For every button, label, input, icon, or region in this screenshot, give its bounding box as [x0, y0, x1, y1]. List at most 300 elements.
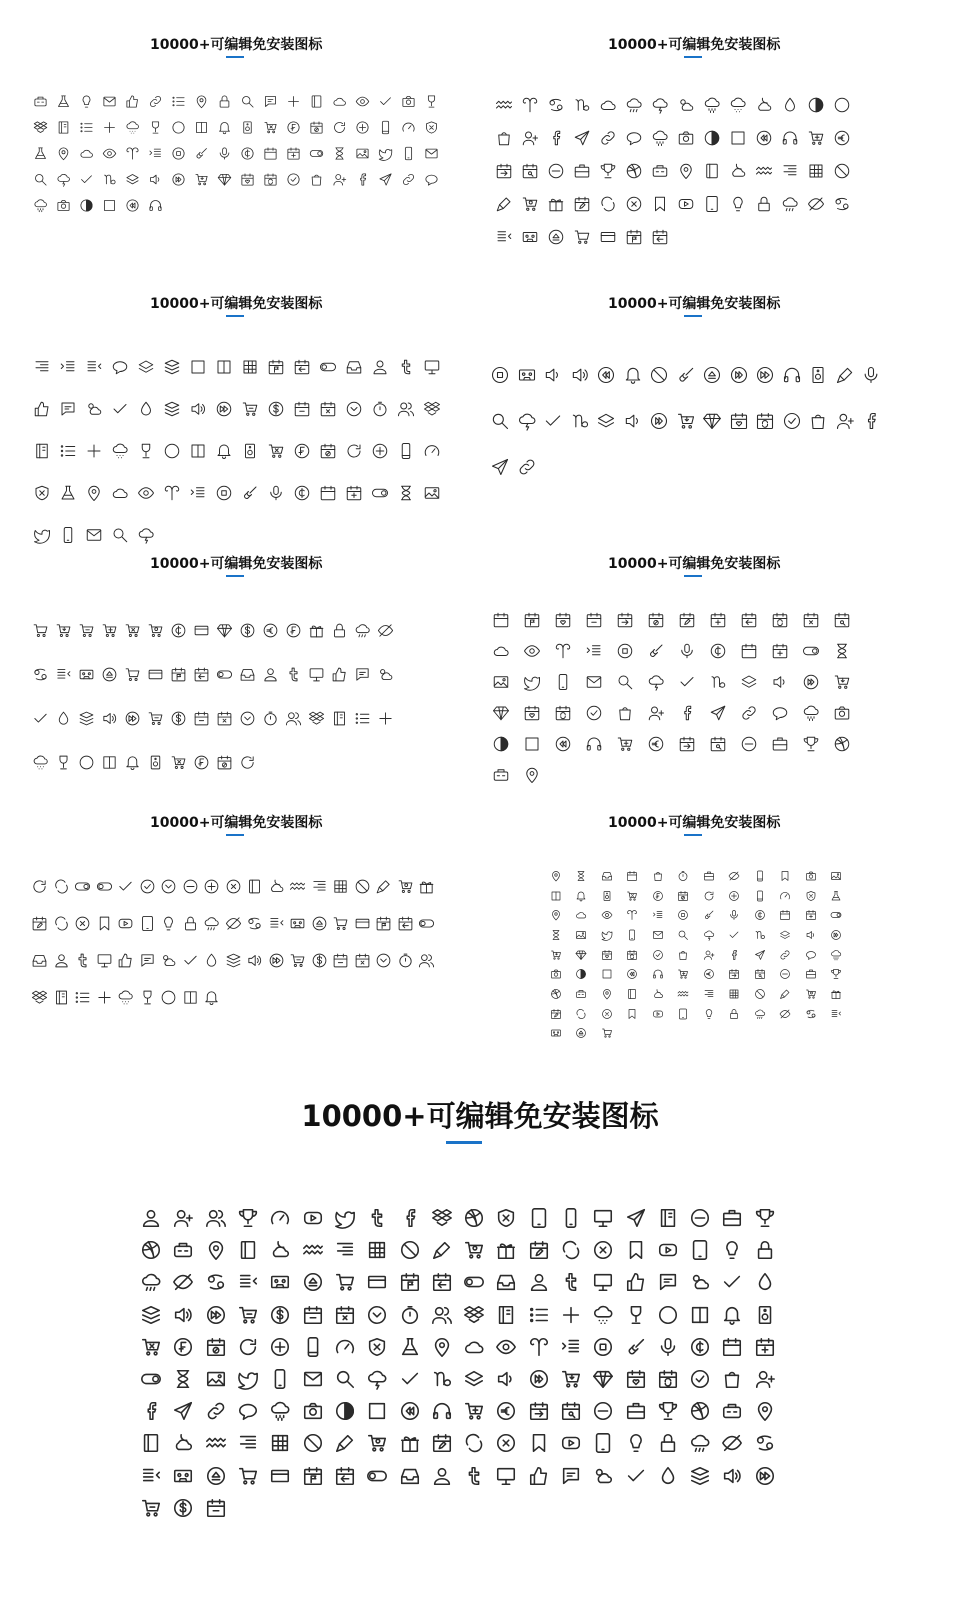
eject-icon	[296, 1266, 328, 1298]
list-icon	[351, 696, 374, 740]
dropbox-icon	[305, 696, 328, 740]
coin-cent-icon	[236, 140, 259, 166]
card-icon	[595, 220, 621, 253]
cart-search-icon	[798, 984, 824, 1004]
speech-bubble-icon	[798, 945, 824, 965]
table-icon	[237, 346, 263, 388]
lab-flask-icon	[52, 88, 75, 114]
check-circle-icon	[282, 166, 305, 192]
fast-forward-icon	[121, 696, 144, 740]
align-right-lines-icon	[777, 154, 803, 187]
calendar-next-icon	[491, 154, 517, 187]
youtube-icon	[296, 1202, 328, 1234]
lab-flask-icon	[55, 472, 81, 514]
speech-bubble-icon	[764, 697, 795, 728]
calendar-flag-icon	[167, 652, 190, 696]
pin-icon	[543, 866, 569, 886]
inbox-icon	[236, 652, 259, 696]
speaker-low-icon	[620, 398, 647, 444]
goblet-icon	[133, 430, 159, 472]
gift-icon	[824, 984, 850, 1004]
camera-icon	[543, 964, 569, 984]
notebook-icon	[620, 984, 646, 1004]
refresh-double-icon	[569, 1004, 595, 1024]
thumbs-up-icon	[29, 388, 55, 430]
refresh-double-icon	[555, 1234, 587, 1266]
pin-icon	[52, 140, 75, 166]
hourglass-icon	[569, 866, 595, 886]
book-icon	[29, 430, 55, 472]
calendar-cancel-icon	[315, 430, 341, 472]
refresh-icon	[29, 868, 51, 905]
align-right-lines-icon	[232, 1427, 264, 1459]
refresh-double-icon	[595, 187, 621, 220]
timer-icon	[393, 1299, 425, 1331]
eye-icon	[98, 140, 121, 166]
bag-icon	[645, 866, 671, 886]
speaker-high-icon	[244, 942, 266, 979]
cloud-rain-icon	[351, 608, 374, 652]
guitar-icon	[190, 140, 213, 166]
icon-grid	[29, 346, 445, 556]
bulb-icon	[725, 187, 751, 220]
book-icon	[490, 1299, 522, 1331]
cassette-icon	[514, 352, 541, 398]
cloud-drizzle-icon	[824, 945, 850, 965]
settings-box-icon	[167, 1234, 199, 1266]
plane-icon	[167, 1395, 199, 1427]
cart-icon	[232, 1460, 264, 1492]
aries-icon	[523, 1331, 555, 1363]
plane-icon	[569, 121, 595, 154]
no-sound-icon	[352, 868, 374, 905]
speaker-box-icon	[594, 886, 620, 906]
check-icon	[29, 696, 52, 740]
headphones-icon	[578, 728, 609, 759]
speaker-box-icon	[237, 430, 263, 472]
guitar-icon	[237, 472, 263, 514]
section-title: 10000+可编辑免安装图标	[608, 815, 781, 831]
briefcase-icon	[798, 964, 824, 984]
calendar-add-icon	[282, 140, 305, 166]
youtube-icon	[115, 905, 137, 942]
cloud-rain-icon	[684, 1427, 716, 1459]
microphone-icon	[491, 187, 517, 220]
calendar-refresh-icon	[752, 398, 779, 444]
check-icon	[716, 1266, 748, 1298]
drop-icon	[777, 88, 803, 121]
gift-icon	[543, 187, 569, 220]
dropbox-icon	[426, 1202, 458, 1234]
drop-icon	[133, 388, 159, 430]
calendar-icon	[315, 472, 341, 514]
cloud-drizzle-icon	[647, 121, 673, 154]
plus-icon	[94, 979, 116, 1016]
guitar-icon	[696, 905, 722, 925]
guitar-icon	[619, 1331, 651, 1363]
search-icon	[236, 88, 259, 114]
notebook-icon	[244, 868, 266, 905]
refresh-icon	[696, 886, 722, 906]
twitter-icon	[374, 140, 397, 166]
bag-icon	[805, 398, 832, 444]
shield-icon	[420, 114, 443, 140]
calendar-heart-icon	[726, 398, 753, 444]
calendar-heart-icon	[619, 1363, 651, 1395]
cart-plus-icon	[98, 608, 121, 652]
user-icon	[51, 942, 73, 979]
calendar-refresh-icon	[764, 604, 795, 635]
bookmark-icon	[620, 1004, 646, 1024]
close-circle-icon	[621, 187, 647, 220]
image-icon	[351, 140, 374, 166]
cloud-drizzle-icon	[29, 192, 52, 218]
euro-icon	[640, 728, 671, 759]
check-icon	[180, 942, 202, 979]
minus-circle-icon	[684, 1202, 716, 1234]
phone-icon	[747, 866, 773, 886]
refresh-double-icon	[51, 905, 73, 942]
coin-cent-icon	[289, 472, 315, 514]
speaker-low-icon	[540, 352, 567, 398]
calendar-edit-icon	[426, 1427, 458, 1459]
speaker-high-icon	[167, 1299, 199, 1331]
user-icon	[523, 1266, 555, 1298]
capricorn-icon	[747, 925, 773, 945]
calendar-add-icon	[702, 604, 733, 635]
list-icon	[55, 430, 81, 472]
settings-box-icon	[569, 984, 595, 1004]
hourglass-icon	[328, 140, 351, 166]
gift-icon	[305, 608, 328, 652]
icon-grid	[543, 866, 849, 1043]
calendar-next-icon	[722, 964, 748, 984]
lock-icon	[749, 1234, 781, 1266]
mobile-icon	[55, 514, 81, 556]
calendar-edit-icon	[671, 604, 702, 635]
rewind-icon	[593, 352, 620, 398]
euro-icon	[490, 1395, 522, 1427]
table-icon	[722, 984, 748, 1004]
next-icon	[795, 666, 826, 697]
tablet-icon	[587, 1427, 619, 1459]
drop-icon	[652, 1460, 684, 1492]
speedometer-icon	[419, 430, 445, 472]
eject-icon	[200, 1460, 232, 1492]
phone-icon	[374, 114, 397, 140]
no-sound-icon	[646, 352, 673, 398]
settings-box-icon	[485, 759, 516, 790]
cloud-lightning-icon	[696, 925, 722, 945]
cloud-sun-icon	[673, 88, 699, 121]
diamond-icon	[587, 1363, 619, 1395]
title-underline	[226, 315, 244, 317]
search-icon	[487, 398, 514, 444]
hide-icon	[773, 1004, 799, 1024]
toggle-off-icon	[213, 652, 236, 696]
mobile-icon	[397, 140, 420, 166]
toggle-off-icon	[361, 1460, 393, 1492]
cloud-moon-icon	[751, 88, 777, 121]
calendar-icon	[259, 140, 282, 166]
monitor-icon	[587, 1266, 619, 1298]
refresh-icon	[232, 1331, 264, 1363]
camera-icon	[826, 697, 857, 728]
cart-remove-icon	[620, 886, 646, 906]
cloud-lightning-icon	[647, 88, 673, 121]
calendar-icon	[620, 866, 646, 886]
settings-box-icon	[647, 154, 673, 187]
cloud-lightning-icon	[640, 666, 671, 697]
location-pin-icon	[749, 1395, 781, 1427]
half-moon-icon	[569, 964, 595, 984]
title-underline	[684, 834, 702, 836]
calendar-minus-icon	[578, 604, 609, 635]
check-circle-icon	[578, 697, 609, 728]
dollar-icon	[309, 942, 331, 979]
bell-icon	[121, 740, 144, 784]
user-add-icon	[696, 945, 722, 965]
cart-icon	[121, 652, 144, 696]
eject-icon	[543, 220, 569, 253]
columns-icon	[211, 346, 237, 388]
eject-icon	[699, 352, 726, 398]
aries-icon	[121, 140, 144, 166]
columns-icon	[684, 1299, 716, 1331]
cart-search-icon	[144, 608, 167, 652]
user-add-icon	[640, 697, 671, 728]
cloud-icon	[569, 905, 595, 925]
notebook-icon	[305, 88, 328, 114]
cloud-rain-icon	[621, 88, 647, 121]
toggle-off-icon	[458, 1266, 490, 1298]
section-title: 10000+可编辑免安装图标	[150, 815, 323, 831]
cancer-icon	[798, 1004, 824, 1024]
plane-icon	[702, 697, 733, 728]
fast-forward-icon	[749, 1460, 781, 1492]
plane-icon	[619, 1202, 651, 1234]
bulb-icon	[696, 1004, 722, 1024]
cancer-icon	[244, 905, 266, 942]
twitter-icon	[329, 1202, 361, 1234]
cart-minus-icon	[232, 1299, 264, 1331]
list-icon	[72, 979, 94, 1016]
mic-icon	[858, 352, 885, 398]
pin-icon	[426, 1331, 458, 1363]
cloud-sun-icon	[587, 1460, 619, 1492]
mic-icon	[671, 635, 702, 666]
calendar-heart-icon	[236, 166, 259, 192]
table-icon	[264, 1427, 296, 1459]
tumblr-icon	[393, 346, 419, 388]
chat-icon	[259, 88, 282, 114]
square-icon	[361, 1395, 393, 1427]
cart-down-icon	[673, 398, 700, 444]
calendar-refresh-icon	[652, 1363, 684, 1395]
lock-icon	[751, 187, 777, 220]
lab-flask-icon	[393, 1331, 425, 1363]
calendar-minus-icon	[200, 1492, 232, 1524]
toggle-on-icon	[135, 1363, 167, 1395]
cancer-icon	[29, 652, 52, 696]
image-icon	[200, 1363, 232, 1395]
cart-minus-icon	[75, 608, 98, 652]
chat-icon	[55, 388, 81, 430]
cloud-drizzle-icon	[264, 1395, 296, 1427]
dropbox-icon	[29, 114, 52, 140]
toggle-on-icon	[305, 140, 328, 166]
calendar-refresh-icon	[620, 945, 646, 965]
mobile-icon	[264, 1363, 296, 1395]
calendar-search-icon	[702, 728, 733, 759]
coin-cent-icon	[684, 1331, 716, 1363]
cloud-rain-icon	[201, 905, 223, 942]
user-add-icon	[167, 1202, 199, 1234]
capricorn-icon	[98, 166, 121, 192]
minus-circle-icon	[587, 1395, 619, 1427]
calendar-heart-icon	[547, 604, 578, 635]
cart-remove-icon	[259, 114, 282, 140]
hide-icon	[722, 866, 748, 886]
calendar-cancel-icon	[640, 604, 671, 635]
tumblr-icon	[361, 1202, 393, 1234]
eye-icon	[490, 1331, 522, 1363]
thumbs-up-icon	[115, 942, 137, 979]
layers-stack-icon	[135, 1299, 167, 1331]
calendar-flag-icon	[263, 346, 289, 388]
diamond-icon	[213, 608, 236, 652]
chevron-down-circle-icon	[341, 388, 367, 430]
users-icon	[200, 1202, 232, 1234]
bag-icon	[491, 121, 517, 154]
euro-icon	[829, 121, 855, 154]
calendar-heart-icon	[516, 697, 547, 728]
facebook-icon	[858, 398, 885, 444]
tumblr-icon	[282, 652, 305, 696]
circle-icon	[159, 430, 185, 472]
cart-remove-icon	[121, 608, 144, 652]
cart-down-icon	[555, 1363, 587, 1395]
cart-icon	[29, 608, 52, 652]
youtube-icon	[645, 1004, 671, 1024]
waves-icon	[491, 88, 517, 121]
user-icon	[367, 346, 393, 388]
layers-icon	[773, 925, 799, 945]
dropbox-icon	[458, 1299, 490, 1331]
guitar-icon	[673, 352, 700, 398]
cloud-moon-icon	[645, 984, 671, 1004]
next-icon	[726, 352, 753, 398]
thumbs-up-icon	[619, 1266, 651, 1298]
bulb-icon	[619, 1427, 651, 1459]
cart-icon	[330, 905, 352, 942]
next-icon	[824, 925, 850, 945]
monitor-icon	[490, 1460, 522, 1492]
calendar-close-icon	[352, 942, 374, 979]
bag-icon	[305, 166, 328, 192]
phone-icon	[393, 430, 419, 472]
calendar-flag-icon	[516, 604, 547, 635]
section-title: 10000+可编辑免安装图标	[150, 556, 323, 572]
checkmark-icon	[540, 398, 567, 444]
pin-icon	[543, 905, 569, 925]
plus-icon	[98, 114, 121, 140]
goblet-icon	[619, 1299, 651, 1331]
toggle-off-icon	[315, 346, 341, 388]
briefcase-icon	[764, 728, 795, 759]
location-pin-icon	[516, 759, 547, 790]
dribbble-icon	[543, 984, 569, 1004]
plus-circle-icon	[201, 868, 223, 905]
shield-icon	[361, 1331, 393, 1363]
speech-bubble-icon	[621, 121, 647, 154]
search-icon	[609, 666, 640, 697]
inbox-icon	[490, 1266, 522, 1298]
layers-icon	[733, 666, 764, 697]
link-icon	[595, 121, 621, 154]
speaker-box-icon	[144, 740, 167, 784]
square-icon	[516, 728, 547, 759]
link-icon	[397, 166, 420, 192]
rewind-icon	[393, 1395, 425, 1427]
search-icon	[329, 1363, 361, 1395]
calendar-flag-icon	[296, 1460, 328, 1492]
cloud-lightning-icon	[133, 514, 159, 556]
cart-minus-icon	[144, 696, 167, 740]
search-icon	[29, 166, 52, 192]
euro-icon	[696, 964, 722, 984]
refresh-double-icon	[458, 1427, 490, 1459]
plane-icon	[747, 945, 773, 965]
capricorn-icon	[426, 1363, 458, 1395]
tablet-icon	[523, 1202, 555, 1234]
cart-search-icon	[517, 187, 543, 220]
layers-icon	[458, 1363, 490, 1395]
list-icon	[523, 1299, 555, 1331]
fast-forward-icon	[200, 1299, 232, 1331]
waves-icon	[200, 1427, 232, 1459]
speaker-low-icon	[144, 166, 167, 192]
goblet-icon	[420, 88, 443, 114]
goblet-icon	[52, 740, 75, 784]
calendar-close-icon	[795, 604, 826, 635]
waves-icon	[671, 984, 697, 1004]
calendar-icon	[733, 635, 764, 666]
aries-icon	[517, 88, 543, 121]
goblet-icon	[137, 979, 159, 1016]
hide-icon	[716, 1427, 748, 1459]
facebook-icon	[722, 945, 748, 965]
eye-icon	[594, 905, 620, 925]
calendar-prev-icon	[329, 1460, 361, 1492]
cancer-icon	[749, 1427, 781, 1459]
dollar-icon	[167, 1492, 199, 1524]
card-icon	[264, 1460, 296, 1492]
cloud-snow-icon	[587, 1299, 619, 1331]
cassette-icon	[517, 220, 543, 253]
cloud-drizzle-icon	[795, 697, 826, 728]
bell-icon	[201, 979, 223, 1016]
dribbble-icon	[458, 1202, 490, 1234]
columns-icon	[190, 114, 213, 140]
location-pin-icon	[200, 1234, 232, 1266]
stop-button-icon	[211, 472, 237, 514]
cloud-icon	[458, 1331, 490, 1363]
lock-icon	[328, 608, 351, 652]
image-icon	[569, 925, 595, 945]
table-icon	[361, 1234, 393, 1266]
monitor-icon	[419, 346, 445, 388]
